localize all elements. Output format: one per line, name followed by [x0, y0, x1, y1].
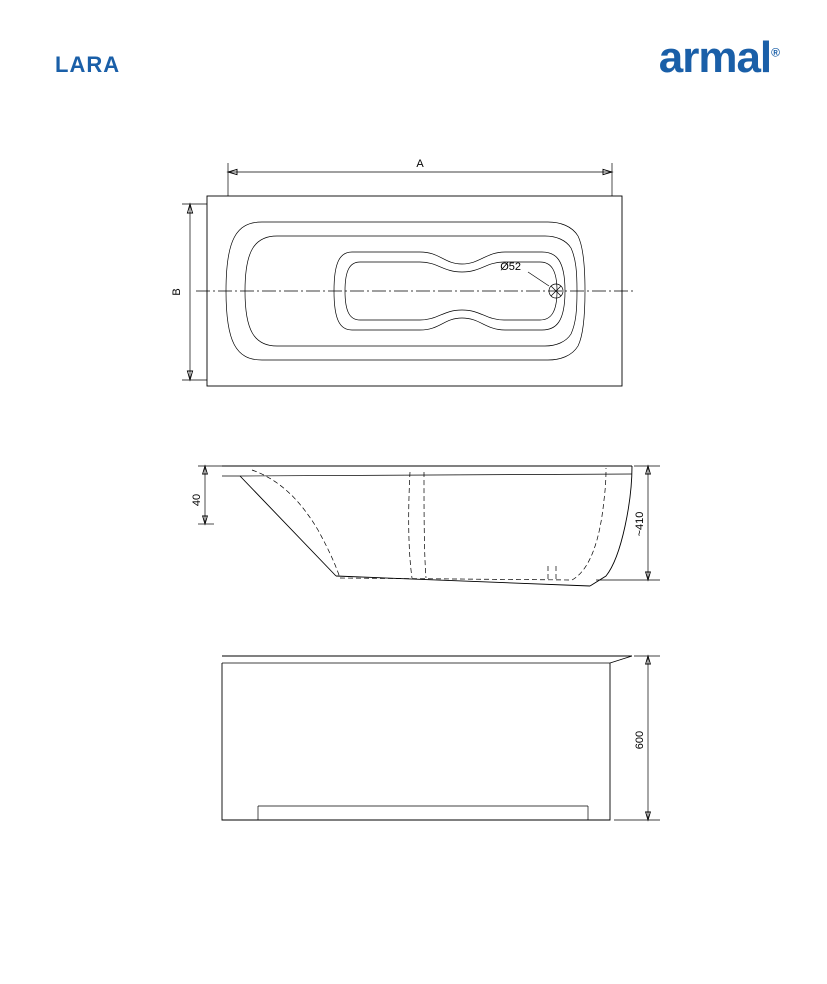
registered-trademark-icon: ®	[771, 45, 779, 60]
height-label: 600	[634, 730, 646, 750]
drain-diameter-label: Ø52	[500, 261, 521, 273]
dimension-a-label: A	[416, 158, 424, 170]
brand-logo-text: armal	[658, 33, 772, 82]
page-title: LARA	[55, 52, 121, 77]
depth-label: ~410	[634, 511, 646, 537]
front-view	[222, 656, 660, 820]
rim-thickness-label: 40	[191, 493, 203, 507]
section-view	[191, 466, 660, 586]
top-view	[171, 158, 634, 386]
dimension-b-label: B	[171, 288, 183, 296]
